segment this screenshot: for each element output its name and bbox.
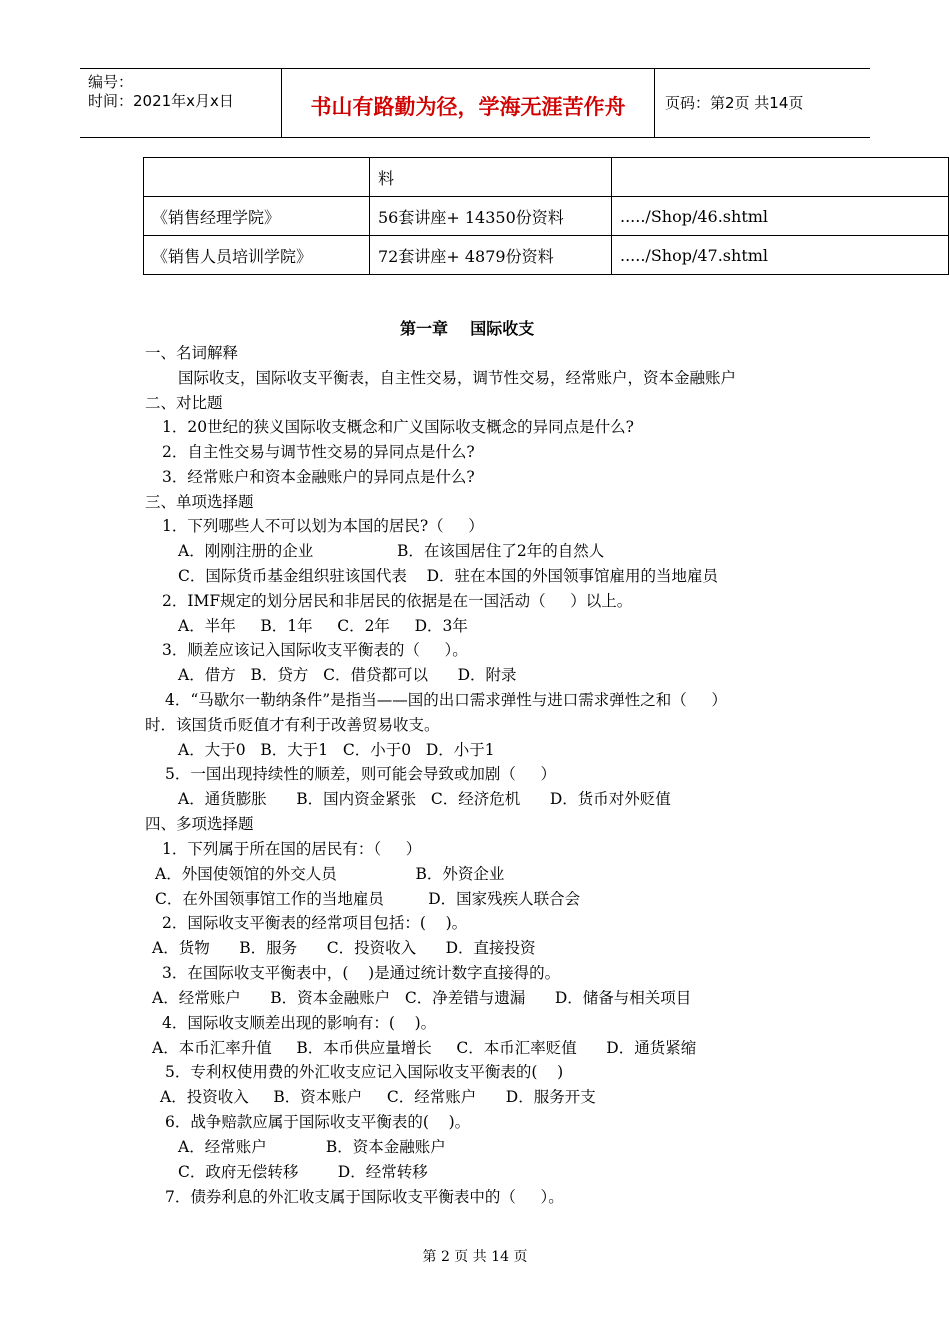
- options-line: A．借方 B．贷方 C．借贷都可以 D．附录: [178, 666, 517, 684]
- question: 1．下列属于所在国的居民有：（ ）: [162, 840, 422, 858]
- text-line: 国际收支，国际收支平衡表，自主性交易，调节性交易，经常账户，资本金融账户: [178, 369, 737, 387]
- date-line: 时间：2021年x月x日: [88, 92, 234, 110]
- table-cell: 72套讲座+ 4879份资料: [370, 236, 612, 275]
- options-line: C．在外国领事馆工作的当地雇员 D．国家残疾人联合会: [155, 890, 581, 908]
- options-line: A．通货膨胀 B．国内资金紧张 C．经济危机 D．货币对外贬值: [178, 790, 671, 808]
- options-line: A．经常账户 B．资本金融账户: [178, 1138, 446, 1156]
- table-cell: ...../Shop/47.shtml: [612, 236, 949, 275]
- options-line: C．国际货币基金组织驻该国代表 D．驻在本国的外国领事馆雇用的当地雇员: [178, 567, 718, 585]
- table-cell: 《销售经理学院》: [144, 197, 370, 236]
- question: 2．国际收支平衡表的经常项目包括：( )。: [162, 914, 468, 932]
- table-cell: ...../Shop/46.shtml: [612, 197, 949, 236]
- question: 7．债券利息的外汇收支属于国际收支平衡表中的（ ）。: [165, 1188, 564, 1206]
- header-right-cell: [655, 69, 870, 137]
- question: 5．专利权使用费的外汇收支应记入国际收支平衡表的( ): [165, 1063, 564, 1081]
- question: 3．经常账户和资本金融账户的异同点是什么?: [162, 468, 475, 486]
- options-line: A．经常账户 B．资本金融账户 C．净差错与遗漏 D．储备与相关项目: [152, 989, 692, 1007]
- question-continuation: 时．该国货币贬值才有利于改善贸易收支。: [145, 716, 440, 734]
- question: 5．一国出现持续性的顺差，则可能会导致或加剧（ ）: [165, 765, 556, 783]
- question: 6．战争赔款应属于国际收支平衡表的( )。: [165, 1113, 471, 1131]
- options-line: A．半年 B．1年 C．2年 D．3年: [178, 617, 468, 635]
- section-heading: 二、对比题: [145, 394, 223, 412]
- number-label: 编号：: [88, 73, 134, 91]
- question: 1．20世纪的狭义国际收支概念和广义国际收支概念的异同点是什么?: [162, 418, 634, 436]
- options-line: A．大于0 B．大于1 C．小于0 D．小于1: [178, 741, 495, 759]
- section-heading: 一、名词解释: [145, 344, 239, 362]
- options-line: A．本币汇率升值 B．本币供应量增长 C．本币汇率贬值 D．通货紧缩: [152, 1039, 697, 1057]
- header-left-cell: [80, 69, 282, 137]
- table-row: [144, 236, 949, 275]
- question: 3．顺差应该记入国际收支平衡表的（ ）。: [162, 641, 468, 659]
- section-heading: 三、单项选择题: [145, 493, 254, 511]
- options-line: A．货物 B．服务 C．投资收入 D．直接投资: [152, 939, 536, 957]
- question: 4．“马歇尔一勒纳条件”是指当——国的出口需求弹性与进口需求弹性之和（ ）: [165, 691, 727, 709]
- table-row: [144, 197, 949, 236]
- question: 3．在国际收支平衡表中，( )是通过统计数字直接得的。: [162, 964, 561, 982]
- question: 2．IMF规定的划分居民和非居民的依据是在一国活动（ ）以上。: [162, 592, 633, 610]
- motto: 书山有路勤为径，学海无涯苦作舟: [310, 95, 626, 119]
- options-line: A．投资收入 B．资本账户 C．经常账户 D．服务开支: [160, 1088, 596, 1106]
- section-heading: 四、多项选择题: [145, 815, 254, 833]
- table-cell: 56套讲座+ 14350份资料: [370, 197, 612, 236]
- table-cell: 《销售人员培训学院》: [144, 236, 370, 275]
- table-cell: 料: [370, 158, 612, 197]
- options-line: A．刚刚注册的企业 B．在该国居住了2年的自然人: [178, 542, 605, 560]
- chapter-title: 第一章 国际收支: [400, 319, 535, 338]
- header-bar: [80, 68, 870, 138]
- question: 1．下列哪些人不可以划为本国的居民?（ ）: [162, 517, 484, 535]
- options-line: A．外国使领馆的外交人员 B．外资企业: [155, 865, 505, 883]
- resource-table: [143, 157, 949, 275]
- table-cell: [612, 158, 949, 197]
- page-info: 页码：第2页 共14页: [665, 94, 804, 112]
- table-row: [144, 158, 949, 197]
- page-footer: 第 2 页 共 14 页: [422, 1249, 528, 1265]
- options-line: C．政府无偿转移 D．经常转移: [178, 1163, 428, 1181]
- table-cell: [144, 158, 370, 197]
- header-center-cell: [282, 69, 655, 137]
- question: 4．国际收支顺差出现的影响有：( )。: [162, 1014, 437, 1032]
- question: 2．自主性交易与调节性交易的异同点是什么?: [162, 443, 475, 461]
